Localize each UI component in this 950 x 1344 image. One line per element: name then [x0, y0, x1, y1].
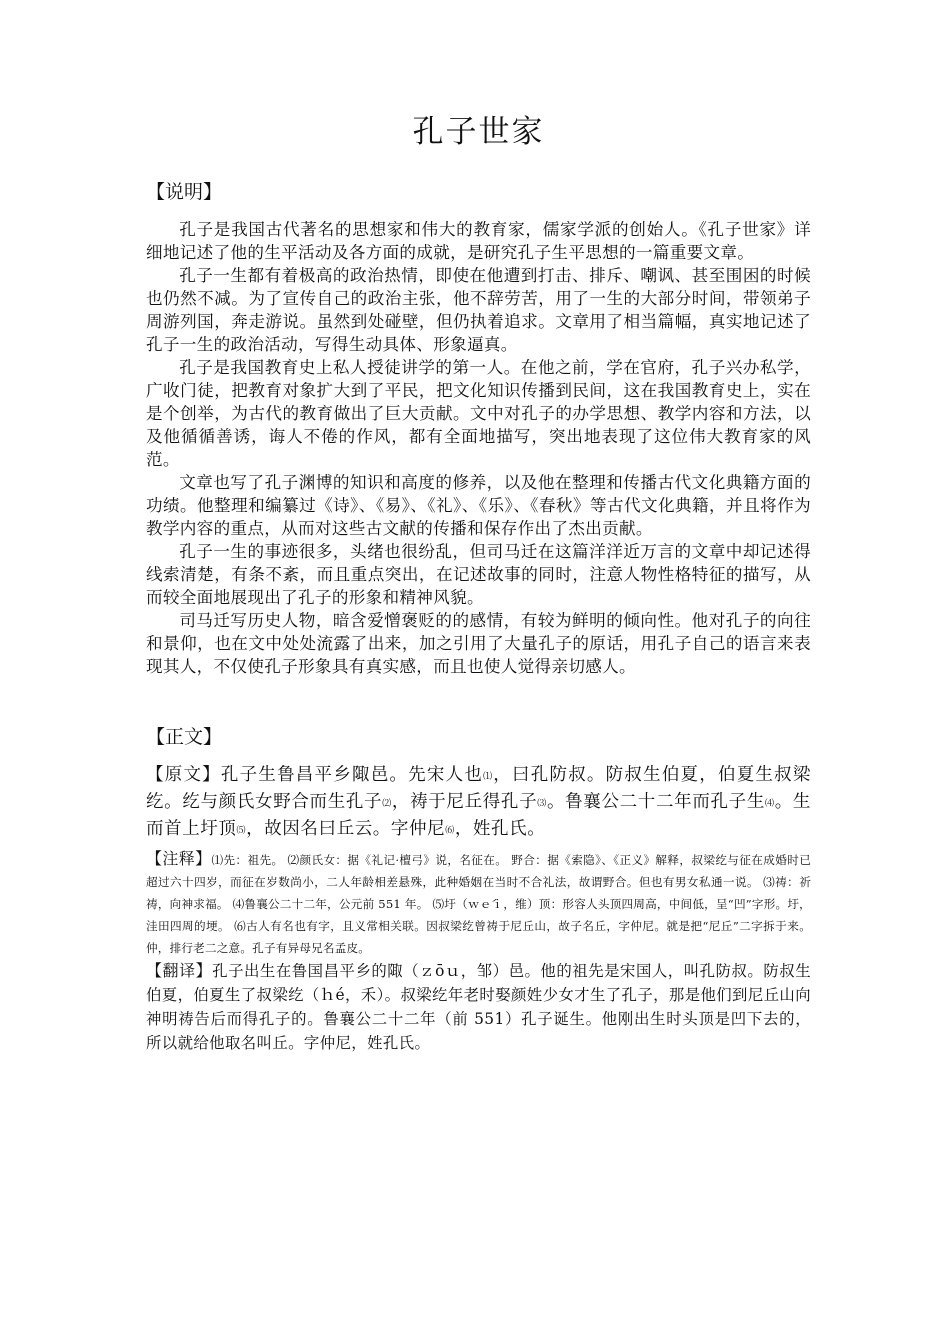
original-segment: 。生而首上圩顶	[146, 792, 811, 839]
explanation-paragraph: 司马迁写历史人物，暗含爱憎褒贬的的感情，有较为鲜明的倾向性。他对孔子的向往和景仰，也在文中处处流露了出来，加之引用了大量孔子的原话，用孔子自己的语言来表现其人，不仅使孔子形象具有真实感，而且也使人觉得亲切感人。	[146, 611, 811, 676]
original-segment: ，祷于尼丘得孔子	[391, 792, 538, 812]
note-marker: ⑵	[382, 799, 392, 809]
original-segment: ，姓孔氏。	[454, 819, 546, 839]
explanation-paragraph: 孔子是我国古代著名的思想家和伟大的教育家，儒家学派的创始人。《孔子世家》详细地记述了他的生平活动及各方面的成就，是研究孔子生平思想的一篇重要文章。	[146, 220, 811, 262]
explanation-paragraph: 文章也写了孔子渊博的知识和高度的修养，以及他在整理和传播古代文化典籍方面的功绩。他整理和编纂过《诗》、《易》、《礼》、《乐》、《春秋》等古代文化典籍，并且将作为教学内容的重点，从而对这些古文献的传播和保存作出了杰出贡献。	[146, 473, 811, 538]
translation-text: 孔子出生在鲁国昌平乡的陬（ｚōｕ，邹）邑。他的祖先是宋国人，叫孔防叔。防叔生伯夏，伯夏生了叔梁纥（ｈé，禾）。叔梁纥年老时娶颜姓少女才生了孔子，那是他们到尼丘山向神明祷告后而得孔子的。鲁襄公二十二年（前 551）孔子诞生。他刚出生时头顶是凹下去的，所以就给他取名叫丘。字仲尼，姓孔氏。	[146, 962, 812, 1052]
translation-label: 【翻译】	[146, 961, 213, 980]
note-marker: ⑷	[765, 799, 775, 809]
explanation-paragraph: 孔子是我国教育史上私人授徒讲学的第一人。在他之前，学在官府，孔子兴办私学，广收门徒，把教育对象扩大到了平民，把文化知识传播到民间，这在我国教育史上，实在是个创举，为古代的教育做出了巨大贡献。文中对孔子的办学思想、教学内容和方法，以及他循循善诱，诲人不倦的作风，都有全面地描写，突出地表现了这位伟大教育家的风范。	[146, 358, 811, 469]
original-text	[146, 763, 811, 844]
explanation-paragraph: 孔子一生的事迹很多，头绪也很纷乱，但司马迁在这篇洋洋近万言的文章中却记述得线索清楚，有条不紊，而且重点突出，在记述故事的同时，注意人物性格特征的描写，从而较全面地展现出了孔子的形象和精神风貌。	[146, 542, 811, 607]
original-segment: ，故因名曰丘云。字仲尼	[246, 819, 446, 839]
original-segment: 。鲁襄公二十二年而孔子生	[546, 792, 766, 812]
original-segment: 孔子生鲁昌平乡陬邑。先宋人也	[220, 765, 484, 785]
translation-block	[146, 959, 811, 1055]
note-marker: ⑹	[445, 826, 455, 836]
document-title: 孔子世家	[412, 114, 545, 150]
section-spacer	[146, 678, 811, 722]
explanation-heading: 【说明】	[146, 181, 223, 203]
notes-block	[146, 848, 811, 959]
explanation-paragraph: 孔子一生都有着极高的政治热情，即使在他遭到打击、排斥、嘲讽、甚至围困的时候也仍然不减。为了宣传自己的政治主张，他不辞劳苦，用了一生的大部分时间，带领弟子周游列国，奔走游说。虽然到处碰壁，但仍执着追求。文章用了相当篇幅，真实地记述了孔子一生的政治活动，写得生动具体、形象逼真。	[146, 266, 811, 354]
note-marker: ⑶	[537, 799, 547, 809]
original-label: 【原文】	[146, 765, 221, 785]
notes-text: ⑴先：祖先。 ⑵颜氏女：据《礼记·檀弓》说，名征在。 野合：据《索隐》、《正义》解释，叔梁纥与征在成婚时已超过六十四岁，而征在岁数尚小，二人年龄相差悬殊，此种婚姻在当时不合礼法，故谓野合。但也有男女私通一说。 ⑶祷：祈祷，向神求福。 ⑷鲁襄公二十二年，公元前 551 年。 ⑸圩（ｗｅ́ｉ，维）顶：形容人头顶四周高，中间低，呈“凹”字形。圩，洼田四周的埂。 ⑹古人有名也有字，且义常相关联。因叔梁纥曾祷于尼丘山，故子名丘，字仲尼。就是把“尼丘”二字拆于来。仲，排行老二之意。孔子有异母兄名孟皮。	[146, 853, 811, 955]
note-marker: ⑴	[483, 772, 494, 782]
notes-label: 【注释】	[146, 849, 212, 868]
note-marker: ⑸	[236, 826, 247, 836]
main-text-heading: 【正文】	[146, 726, 223, 748]
original-segment: ，曰孔防叔。防叔生伯夏，伯夏生叔梁纥。纥与颜氏女野合而生孔子	[146, 765, 811, 812]
explanation-body	[146, 218, 811, 678]
document-page	[146, 96, 811, 1055]
